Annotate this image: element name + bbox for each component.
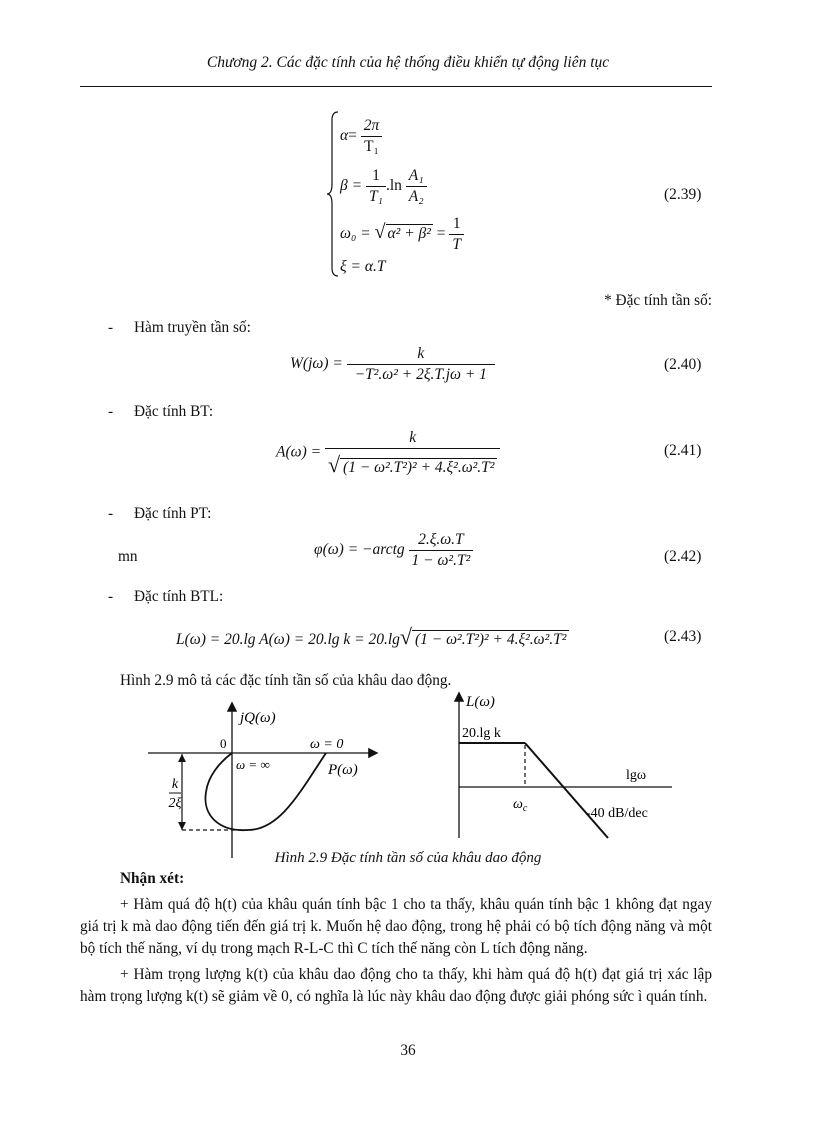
eq242-numerator: 2.ξ.ω.T (409, 530, 474, 551)
bode-plot (440, 686, 680, 840)
k-label: k (171, 777, 179, 792)
eq240-denominator: −T².ω² + 2ξ.T.jω + 1 (354, 366, 487, 383)
equation-2-41: A(ω) = $\frac{k}{\text{√ (1 − ω².T²)² + 4.ξ².ω².T²}}$ (276, 428, 500, 478)
svg-text:ωc (513, 797, 528, 814)
equation-number-2-43: (2.43) (664, 628, 702, 645)
dash-4: - (108, 588, 114, 605)
equation-2-40 (290, 344, 495, 385)
beta-denominator: T₁ (368, 188, 383, 205)
dash-3: - (108, 505, 114, 522)
remark-title: Nhận xét: (120, 870, 185, 887)
item-log-amplitude: Đặc tính BTL: (134, 588, 224, 605)
beta-numerator-2: A₁ (406, 166, 427, 187)
omega-c-subscript: c (522, 803, 528, 814)
omega-zero-label: ω = 0 (310, 737, 344, 752)
equation-2-39: α= $\frac{2\pi}{\text{T₁}}$ β = $\frac{1}{\text{T₁}}$ .ln $\frac{\text{A₁}}{\text{A₂}}$ ω₀ = √ α² + β² = $\frac{1}{T}$ ξ = α.T (326, 110, 486, 280)
eq243-radicand: (1 − ω².T²)² + 4.ξ².ω².T² (412, 630, 569, 648)
dash-2: - (108, 403, 114, 420)
omega-c-label: ω (513, 797, 523, 812)
eq240-lhs: W(jω) = (290, 355, 343, 373)
bode-slope-segment (522, 743, 608, 838)
header-rule (80, 86, 712, 87)
level-label: 20.lg k (462, 726, 501, 741)
figure-caption: Hình 2.9 Đặc tính tần số của khâu dao động (274, 850, 542, 866)
figure-intro: Hình 2.9 mô tả các đặc tính tần số của khâu dao động. (120, 672, 452, 689)
eq241-numerator: k (325, 428, 500, 449)
equation-2-42 (314, 530, 473, 571)
running-header: Chương 2. Các đặc tính của hệ thống điều khiển tự động liên tục (206, 54, 610, 71)
item-phase: Đặc tính PT: (134, 505, 212, 522)
item-amplitude: Đặc tính BT: (134, 403, 214, 420)
beta-denominator-2: A₂ (408, 188, 424, 205)
eq241-radicand: (1 − ω².T²)² + 4.ξ².ω².T² (340, 458, 497, 476)
equation-2-43: L(ω) = 20.lg A(ω) = 20.lg k = 20.lg√ (1 − ω².T²)² + 4.ξ².ω².T² (176, 624, 569, 650)
jq-axis-label: jQ(ω) (240, 710, 276, 726)
omega0-denominator: T (452, 236, 462, 253)
beta-numerator: 1 (366, 166, 386, 187)
origin-label: 0 (220, 736, 227, 751)
eq242-denominator: 1 − ω².T² (411, 552, 471, 569)
beta-lhs: β = (340, 177, 363, 195)
equation-number-2-41: (2.41) (664, 442, 702, 459)
eq240-numerator: k (347, 344, 495, 365)
nyquist-plot (140, 692, 390, 860)
equation-number-2-40: (2.40) (664, 356, 702, 373)
two-xi-label: 2ξ (168, 796, 182, 811)
omega0-numerator: 1 (449, 214, 464, 235)
eq242-lhs: φ(ω) = −arctg (314, 541, 405, 559)
omega0-radicand: α² + β² (387, 225, 431, 243)
alpha-numerator: 2π (361, 116, 383, 137)
l-axis-label: L(ω) (466, 694, 495, 710)
page-number: 36 (400, 1042, 416, 1059)
beta-ln: .ln (385, 177, 402, 195)
alpha-denominator: T₁ (364, 138, 379, 155)
remark-paragraph-2: + Hàm trọng lượng k(t) của khâu dao động cho ta thấy, khi hàm quá độ h(t) đạt giá trị xác lập hàm trọng lượng k(t) sẽ giảm về 0, có nghĩa là lúc này khâu dao động được giải phóng sức ì quán tính. (80, 966, 712, 1005)
equation-number-2-42: (2.42) (664, 548, 702, 565)
dash-1: - (108, 319, 114, 336)
omega0-lhs: ω₀ = (340, 225, 371, 243)
freq-char-heading: * Đặc tính tần số: (604, 292, 712, 309)
item-transfer-function: Hàm truyền tần số: (134, 319, 251, 336)
omega-inf-label: ω = ∞ (236, 757, 270, 772)
omega0-equals: = (436, 225, 446, 243)
alpha-lhs: α (340, 127, 349, 145)
eq243-lhs: L(ω) = 20.lg A(ω) = 20.lg k = 20.lg (176, 631, 400, 648)
remark-paragraph-1: + Hàm quá độ h(t) của khâu quán tính bậc 1 cho ta thấy, khâu quán tính bậc 1 không đạt ngay giá trị k mà dao động tiến đến giá trị k. Muốn hệ dao động, trong hệ phải có bộ tích động năng và một bộ tích thế năng, ví dụ trong mạch R-L-C thì C tích thế năng còn L tích động năng. (80, 896, 712, 957)
p-axis-label: P(ω) (328, 762, 358, 778)
stray-mn-text: mn (118, 548, 138, 565)
xi-equation: ξ = α.T (340, 258, 386, 275)
equation-number-2-39: (2.39) (664, 186, 702, 203)
lg-omega-label: lgω (626, 768, 647, 783)
slope-label: -40 dB/dec (586, 806, 648, 821)
eq241-lhs: A(ω) = (276, 443, 322, 461)
